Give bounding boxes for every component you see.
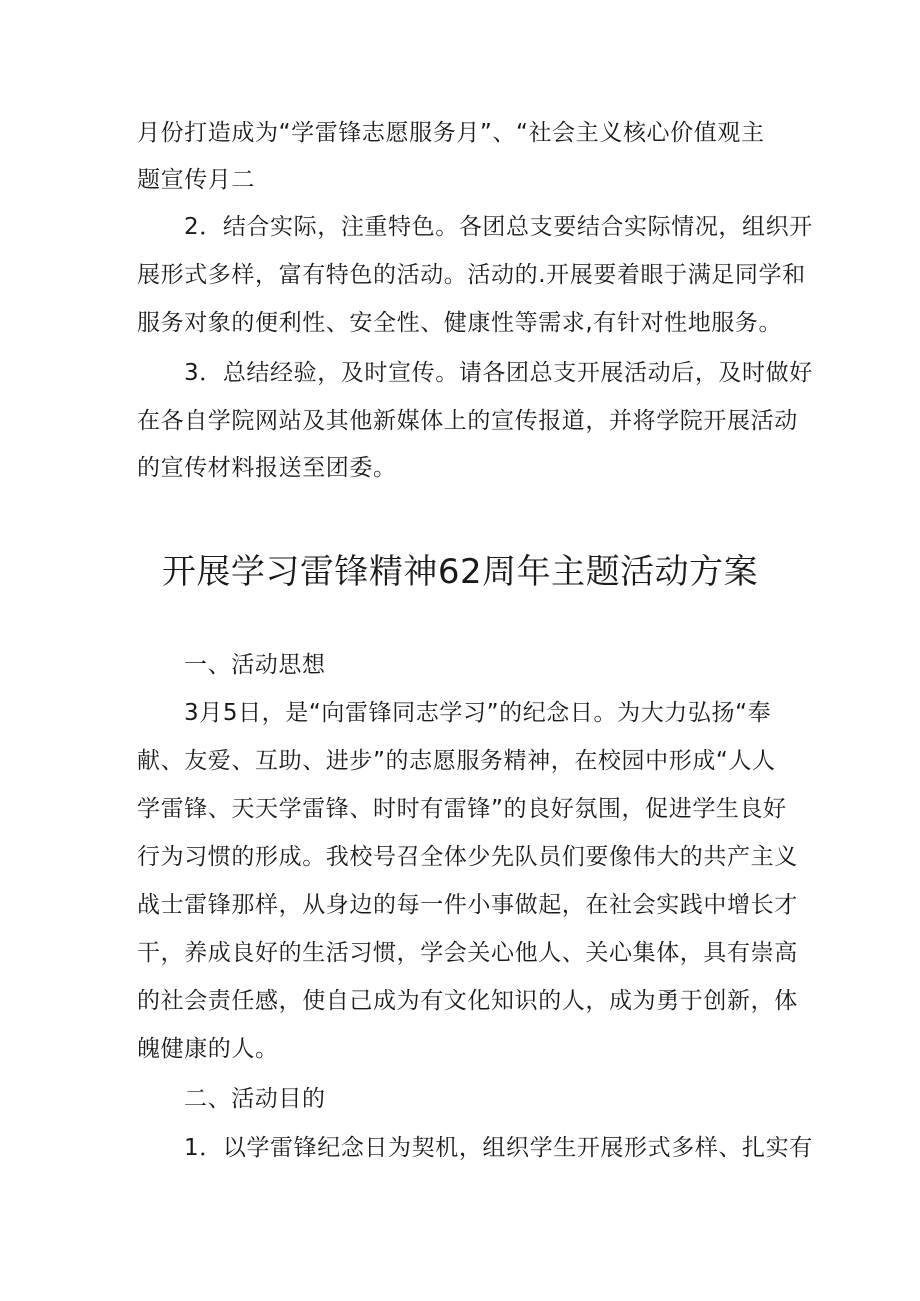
paragraph-line: 3月5日，是“向雷锋同志学习”的纪念日。为大力弘扬“奉 [184, 700, 772, 726]
list-item-2: 2．结合实际，注重特色。各团总支要结合实际情况，组织开 [184, 214, 813, 240]
paragraph-line: 的社会责任感，使自己成为有文化知识的人，成为勇于创新，体 [137, 988, 798, 1014]
paragraph-line: 月份打造成为“学雷锋志愿服务月”、“社会主义核心价值观主 [137, 120, 765, 146]
paragraph-line: 的宣传材料报送至团委。 [137, 455, 397, 481]
paragraph-line: 题宣传月二 [137, 167, 255, 193]
paragraph-line: 干，养成良好的生活习惯，学会关心他人、关心集体，具有崇高 [137, 940, 798, 966]
paragraph-line: 服务对象的便利性、安全性、健康性等需求,有针对性地服务。 [137, 310, 783, 336]
document-title: 开展学习雷锋精神62周年主题活动方案 [161, 552, 759, 592]
section-heading: 二、活动目的 [184, 1086, 326, 1112]
paragraph-line: 献、友爱、互助、进步”的志愿服务精神，在校园中形成“人人 [137, 748, 776, 774]
list-item-3: 3．总结经验，及时宣传。请各团总支开展活动后，及时做好 [184, 360, 813, 386]
paragraph-line: 战士雷锋那样，从身边的每一件小事做起，在社会实践中增长才 [137, 892, 798, 918]
paragraph-line: 魄健康的人。 [137, 1036, 279, 1062]
paragraph-line: 学雷锋、天天学雷锋、时时有雷锋”的良好氛围，促进学生良好 [137, 796, 787, 822]
list-item-1: 1．以学雷锋纪念日为契机，组织学生开展形式多样、扎实有 [184, 1135, 813, 1161]
section-heading: 一、活动思想 [184, 652, 326, 678]
paragraph-line: 展形式多样，富有特色的活动。活动的.开展要着眼于满足同学和 [137, 262, 806, 288]
paragraph-line: 行为习惯的形成。我校号召全体少先队员们要像伟大的共产主义 [137, 844, 798, 870]
paragraph-line: 在各自学院网站及其他新媒体上的宣传报道，并将学院开展活动 [137, 408, 798, 434]
